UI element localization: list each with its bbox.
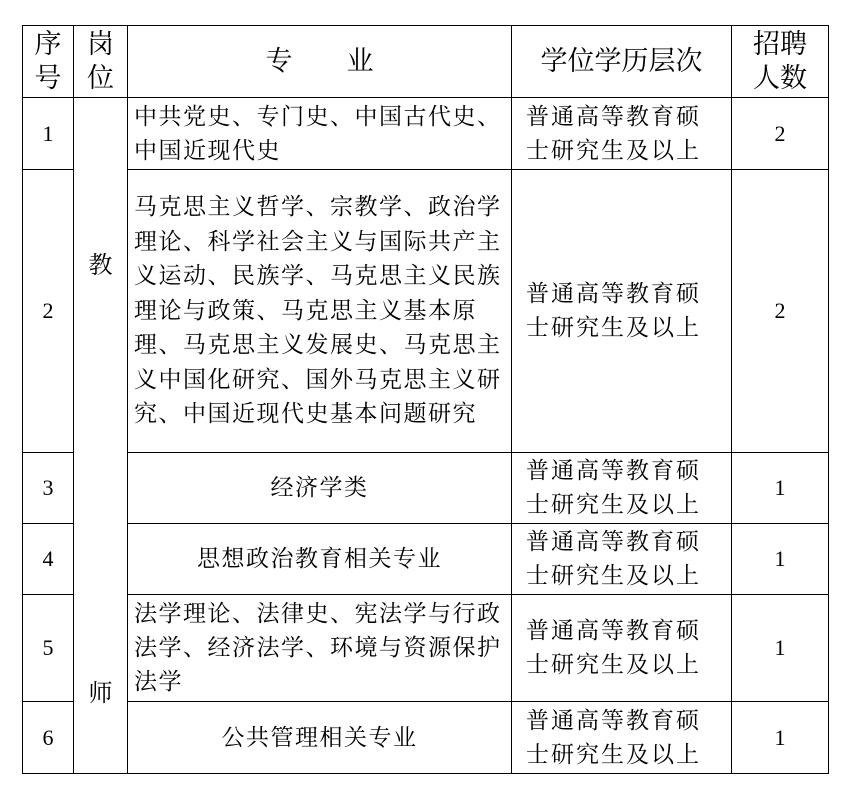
row-seq: 5 <box>23 595 74 702</box>
row-major: 中共党史、专门史、中国古代史、中国近现代史 <box>128 98 512 170</box>
row-count: 1 <box>732 524 829 595</box>
table-row <box>23 170 829 453</box>
post-cell <box>74 98 128 774</box>
post-char-jiao: 教 <box>88 251 113 279</box>
row-seq: 3 <box>23 453 74 524</box>
header-seq: 序号 <box>23 26 74 98</box>
row-count: 1 <box>732 595 829 702</box>
row-seq: 1 <box>23 98 74 170</box>
row-degree: 普通高等教育硕士研究生及以上 <box>512 702 732 774</box>
table-row <box>23 702 829 774</box>
row-seq: 6 <box>23 702 74 774</box>
row-major: 公共管理相关专业 <box>128 702 512 774</box>
post-char-shi: 师 <box>88 679 113 707</box>
table-row <box>23 98 829 170</box>
row-major: 经济学类 <box>128 453 512 524</box>
row-count: 2 <box>732 170 829 453</box>
row-degree: 普通高等教育硕士研究生及以上 <box>512 98 732 170</box>
table-row <box>23 595 829 702</box>
row-degree: 普通高等教育硕士研究生及以上 <box>512 595 732 702</box>
row-count: 1 <box>732 702 829 774</box>
row-degree: 普通高等教育硕士研究生及以上 <box>512 524 732 595</box>
header-degree: 学位学历层次 <box>512 26 732 98</box>
row-count: 1 <box>732 453 829 524</box>
row-degree: 普通高等教育硕士研究生及以上 <box>512 170 732 453</box>
row-count: 2 <box>732 98 829 170</box>
header-major: 专 业 <box>128 26 512 98</box>
header-row <box>23 26 829 98</box>
table-row <box>23 524 829 595</box>
header-count: 招聘人数 <box>732 26 829 98</box>
table-row <box>23 453 829 524</box>
row-major: 法学理论、法律史、宪法学与行政法学、经济法学、环境与资源保护法学 <box>128 595 512 702</box>
recruitment-table <box>22 25 829 774</box>
header-post: 岗位 <box>74 26 128 98</box>
row-major: 思想政治教育相关专业 <box>128 524 512 595</box>
row-seq: 2 <box>23 170 74 453</box>
row-seq: 4 <box>23 524 74 595</box>
recruitment-table-container <box>22 25 829 774</box>
row-major: 马克思主义哲学、宗教学、政治学理论、科学社会主义与国际共产主义运动、民族学、马克思主义民族理论与政策、马克思主义基本原理、马克思主义发展史、马克思主义中国化研究、国外马克思主义研究、中国近现代史基本问题研究 <box>128 170 512 453</box>
row-degree: 普通高等教育硕士研究生及以上 <box>512 453 732 524</box>
